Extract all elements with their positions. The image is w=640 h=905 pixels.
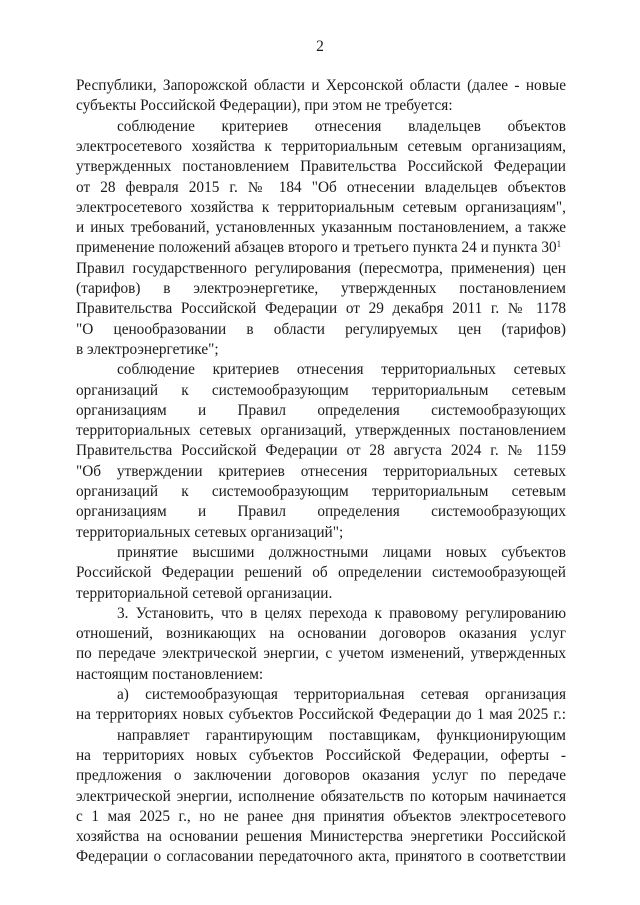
text-line: электрической энергии, исполнение обязательств по которым начинается	[76, 787, 566, 805]
page-number: 2	[316, 38, 324, 55]
superscript-mark: 1	[556, 239, 562, 250]
text-line: Республики, Запорожской области и Херсонской области (далее - новые	[76, 77, 566, 94]
text-line: соблюдение критериев отнесения территориальных сетевых	[117, 361, 566, 379]
text-line: от 28 февраля 2015 г. № 184 "Об отнесении владельцев объектов	[76, 178, 566, 196]
text-line: (тарифов) в электроэнергетике, утвержденных постановлением	[76, 280, 566, 297]
text-line: на территориях новых субъектов Российской Федерации, оферты -	[76, 746, 566, 764]
text-line: Правил государственного регулирования (пересмотра, применения) цен	[76, 259, 566, 277]
text-line: применение положений абзацев второго и третьего пункта 24 и пункта 30	[76, 239, 557, 257]
text-line: принятие высшими должностными лицами новых субъектов	[117, 543, 566, 561]
text-line: утвержденных постановлением Правительства Российской Федерации	[76, 158, 566, 176]
text-line: настоящим постановлением:	[76, 665, 264, 683]
text-line: организациям и Правил определения системообразующих	[76, 401, 566, 419]
text-line: организаций к системообразующим территориальным сетевым	[76, 483, 566, 500]
text-line: Правительства Российской Федерации от 28 августа 2024 г. № 1159	[76, 442, 566, 460]
text-line: территориальных сетевых организаций";	[76, 523, 344, 541]
text-line: хозяйства на основании решения Министерства энергетики Российской	[76, 828, 566, 846]
text-line: организациям и Правил определения системообразующих	[76, 503, 566, 521]
text-line: субъекты Российской Федерации), при этом не требуется:	[76, 97, 453, 115]
text-line: направляет гарантирующим поставщикам, функционирующим	[117, 726, 566, 744]
text-line: Российской Федерации решений об определении системообразующей	[76, 564, 566, 582]
text-line: а) системообразующая территориальная сетевая организация	[117, 686, 566, 703]
text-line: и иных требований, установленных указанным постановлением, а также	[76, 219, 566, 237]
text-line: отношений, возникающих на основании договоров оказания услуг	[76, 625, 566, 643]
text-line: Правительства Российской Федерации от 29 декабря 2011 г. № 1178	[76, 300, 566, 318]
text-line: электросетевого хозяйства к территориальным сетевым организациям,	[76, 137, 566, 155]
text-line: соблюдение критериев отнесения владельцев объектов	[117, 117, 566, 135]
text-line: на территориях новых субъектов Российской Федерации до 1 мая 2025 г.:	[76, 706, 566, 724]
text-line: "О ценообразовании в области регулируемых цен (тарифов)	[76, 320, 566, 338]
text-line: территориальных сетевых организаций, утвержденных постановлением	[76, 422, 566, 440]
text-line: по передаче электрической энергии, с учетом изменений, утвержденных	[76, 645, 566, 663]
text-line: "Об утверждении критериев отнесения территориальных сетевых	[76, 462, 566, 480]
text-line: 3. Установить, что в целях перехода к правовому регулированию	[117, 604, 566, 622]
text-line: электросетевого хозяйства к территориальным сетевым организациям",	[76, 198, 566, 216]
text-line: территориальной сетевой организации.	[76, 584, 333, 602]
text-line: с 1 мая 2025 г., но не ранее дня принятия объектов электросетевого	[76, 807, 566, 825]
text-line: организаций к системообразующим территориальным сетевым	[76, 381, 566, 399]
text-line: предложения о заключении договоров оказания услуг по передаче	[76, 767, 566, 785]
text-line-with-footnote	[76, 238, 562, 258]
text-line: в электроэнергетике";	[76, 340, 219, 358]
text-line: Федерации о согласовании передаточного акта, принятого в соответствии	[76, 848, 566, 866]
